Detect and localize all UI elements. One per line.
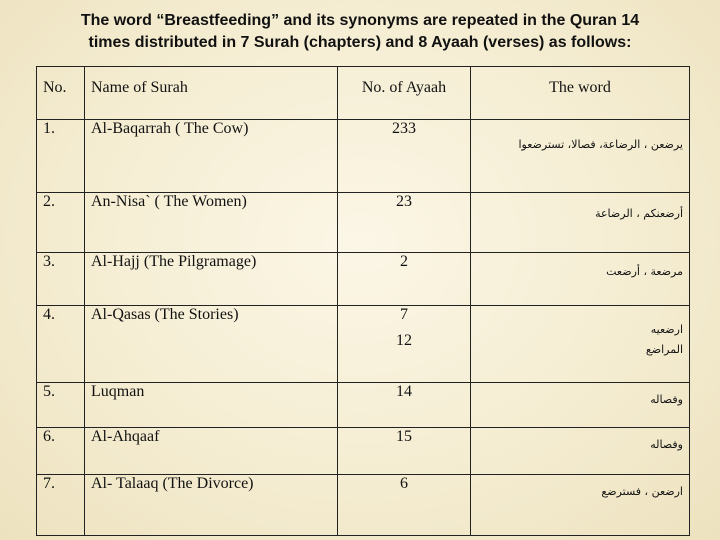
row-name: Al-Hajj (The Pilgramage) bbox=[85, 253, 338, 306]
table-row bbox=[37, 306, 690, 383]
row-word: أرضعنكم ، الرضاعة bbox=[471, 193, 690, 253]
table-row bbox=[37, 383, 690, 428]
table-row bbox=[37, 120, 690, 193]
row-no: 7. bbox=[37, 475, 85, 536]
row-name: Al- Talaaq (The Divorce) bbox=[85, 475, 338, 536]
row-word: مرضعة ، أرضعت bbox=[471, 253, 690, 306]
row-no: 2. bbox=[37, 193, 85, 253]
row-ayaah bbox=[338, 120, 471, 193]
surah-table bbox=[36, 66, 690, 536]
row-ayaah bbox=[338, 306, 471, 383]
row-name: Al-Qasas (The Stories) bbox=[85, 306, 338, 383]
row-name: Al-Baqarrah ( The Cow) bbox=[85, 120, 338, 193]
table-row bbox=[37, 253, 690, 306]
ayaah-value: 233 bbox=[392, 120, 416, 137]
row-ayaah bbox=[338, 253, 471, 306]
row-no: 5. bbox=[37, 383, 85, 428]
header-no: No. bbox=[37, 67, 85, 120]
row-word: ارضعن ، فسترضع bbox=[471, 475, 690, 536]
title-line-1: The word “Breastfeeding” and its synonyms are repeated in the Quran 14 bbox=[80, 12, 640, 29]
row-no: 1. bbox=[37, 120, 85, 193]
page-title bbox=[0, 10, 720, 54]
row-ayaah bbox=[338, 475, 471, 536]
table-row bbox=[37, 475, 690, 536]
row-word: يرضعن ، الرضاعة، فصالا، تسترضعوا bbox=[471, 120, 690, 193]
row-name: Luqman bbox=[85, 383, 338, 428]
row-word: وفصاله bbox=[471, 383, 690, 428]
header-word: The word bbox=[471, 67, 690, 120]
title-line-2: times distributed in 7 Surah (chapters) and 8 Ayaah (verses) as follows: bbox=[88, 34, 632, 51]
row-word bbox=[471, 306, 690, 383]
row-name: Al-Ahqaaf bbox=[85, 428, 338, 475]
row-ayaah bbox=[338, 193, 471, 253]
row-no: 6. bbox=[37, 428, 85, 475]
row-no: 3. bbox=[37, 253, 85, 306]
table-row bbox=[37, 193, 690, 253]
table-row bbox=[37, 428, 690, 475]
ayaah-value-2: 12 bbox=[396, 332, 412, 349]
header-name: Name of Surah bbox=[85, 67, 338, 120]
header-ayaah: No. of Ayaah bbox=[338, 67, 471, 120]
ayaah-value: 14 bbox=[396, 383, 412, 400]
row-word: وفصاله bbox=[471, 428, 690, 475]
ayaah-value: 2 bbox=[400, 253, 408, 270]
ayaah-value: 23 bbox=[396, 193, 412, 210]
row-name: An-Nisa` ( The Women) bbox=[85, 193, 338, 253]
row-no: 4. bbox=[37, 306, 85, 383]
ayaah-value: 7 bbox=[400, 306, 408, 323]
row-ayaah bbox=[338, 428, 471, 475]
word-line-2: المراضع bbox=[645, 343, 683, 356]
table-header-row bbox=[37, 67, 690, 120]
ayaah-value: 6 bbox=[400, 475, 408, 492]
ayaah-value: 15 bbox=[396, 428, 412, 445]
word-line-1: ارضعيه bbox=[650, 323, 683, 336]
row-ayaah bbox=[338, 383, 471, 428]
